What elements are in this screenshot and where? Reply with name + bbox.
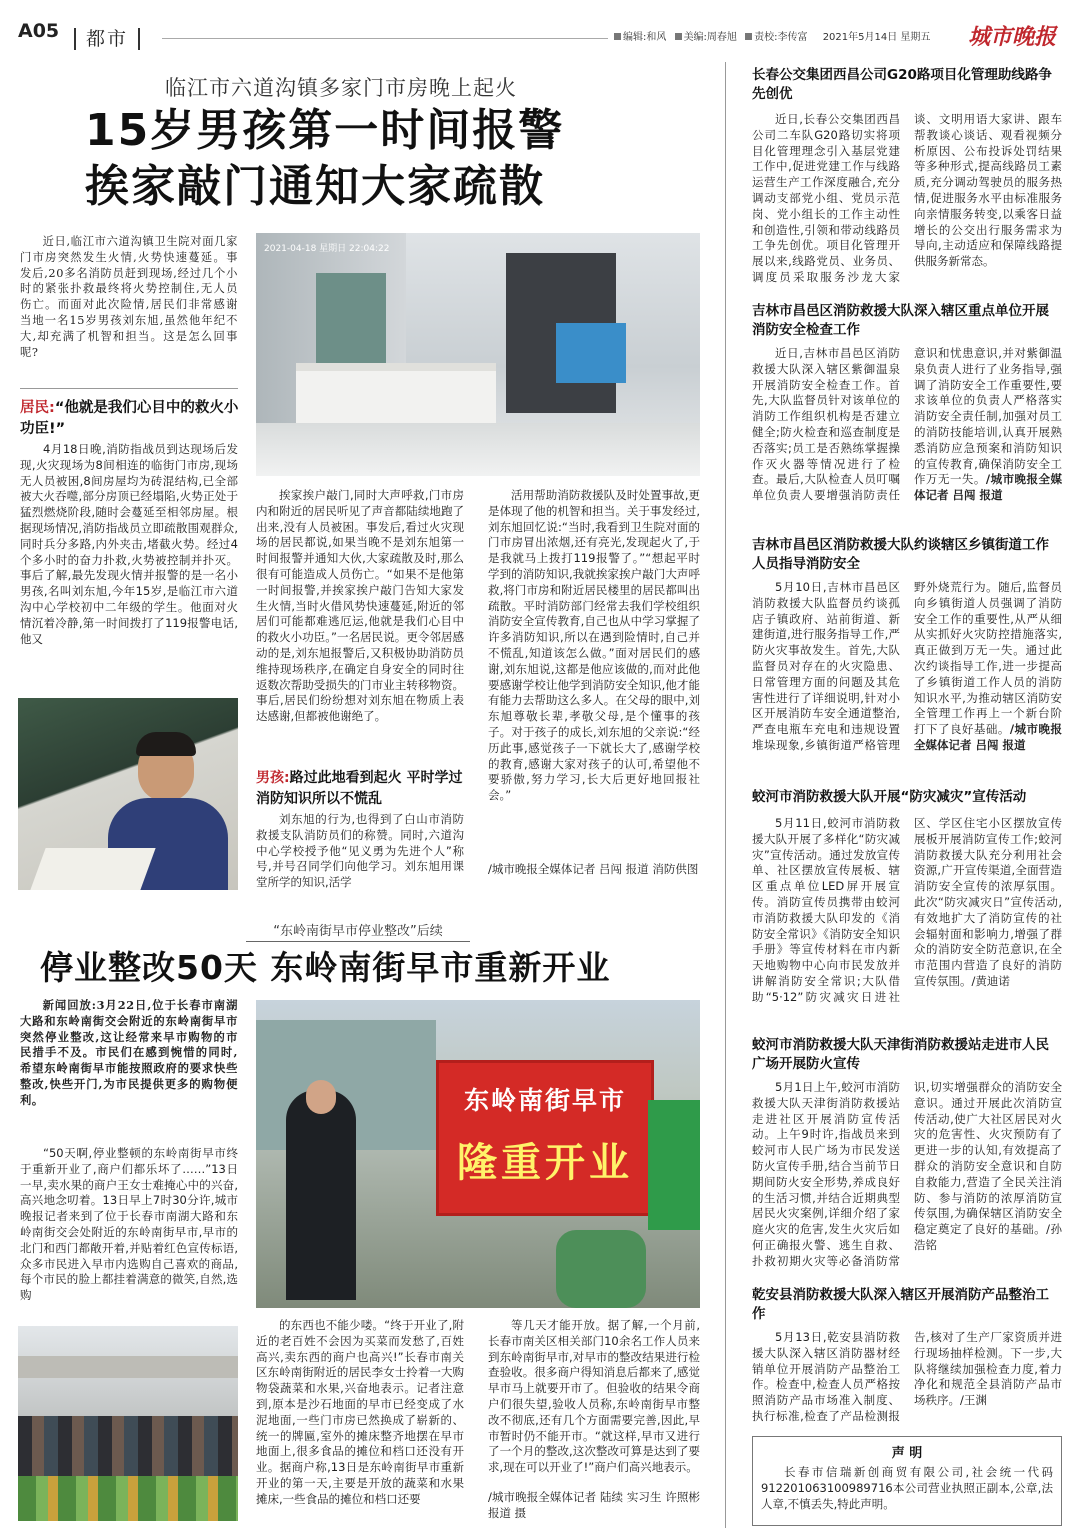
story1-lead bbox=[20, 234, 238, 376]
story1-col2b-text: 刘东旭的行为,也得到了白山市消防救援支队消防员们的称赞。同时,六道沟中心学校授予他“见义勇为先进个人”称号,并号召同学们向他学习。刘东旭用课堂所学的知识,活学 bbox=[256, 812, 464, 890]
market-sign-banner bbox=[436, 1060, 654, 1216]
section-label bbox=[74, 28, 140, 50]
credit-square-icon bbox=[614, 33, 621, 40]
brief1-text-body: 近日,长春公交集团西昌公司二车队G20路切实将项目化管理理念引入基层党建工作中,促进党建工作与线路运营生产工作深度融合,充分调动支部党小组、党员示范岗、党小组长的工作主动性和创造性,引领和带动线路员工争先创优。项目化管理开展以来,线路党员、业务员、调度员采取服务沙龙大家谈、文明用语大家讲、跟车帮教谈心谈话、观看视频分析原因、公布投诉处罚结果等多种形式,提高线路员工素质,充分调动驾驶员的服务热情,促进服务水平由标准服务向亲情服务转变,以乘客日益增长的公交出行服务需求为导向,主动适应和保障线路提供服务新常态。 bbox=[752, 112, 1062, 284]
brief6-byline: /王渊 bbox=[960, 1393, 987, 1408]
header-rule bbox=[162, 38, 608, 39]
brief2-text bbox=[752, 346, 1062, 524]
cctv-photo bbox=[256, 233, 700, 476]
brief2-title: 吉林市昌邑区消防救援大队深入辖区重点单位开展消防安全检查工作 bbox=[752, 303, 1049, 338]
photo-door bbox=[316, 273, 386, 363]
brief5-title: 蛟河市消防救援大队天津街消防救援站走进市人民广场开展防火宣传 bbox=[752, 1037, 1049, 1072]
brief3-byline: /城市晚报全媒体记者 吕闯 报道 bbox=[914, 722, 1062, 752]
story1-col2b bbox=[256, 812, 464, 892]
story2-col1-text: “50天啊,停业整顿的东岭南街早市终于重新开业了,商户们都乐坏了……”13日一早,卖水果的商户王女士难掩心中的兴奋,高兴地念叨着。13日早上7时30分许,城市晚报记者来到了位于长春市南湖大路和东岭南街交会处附近的东岭南街早市,早市的北门和西门都敞开着,并贴着红色宣传标语,众多市民进入早市内选购自己喜欢的商品,每个市民的脸上都挂着满意的微笑,自然,选购 bbox=[20, 1146, 238, 1303]
story1-lead-rule bbox=[20, 388, 238, 389]
story1-title-line2: 挨家敲门通知大家疏散 bbox=[85, 161, 545, 212]
brief2-byline: /城市晚报全媒体记者 吕闯 报道 bbox=[914, 472, 1062, 503]
story1-subhead-boy bbox=[256, 768, 470, 810]
photo-floor bbox=[256, 423, 700, 476]
photo-roof bbox=[18, 1356, 238, 1378]
boy-photo bbox=[18, 698, 238, 890]
page-number: A05 bbox=[18, 20, 60, 42]
right-column-divider bbox=[725, 62, 726, 1528]
header-date: 2021年5月14日 星期五 bbox=[822, 32, 931, 43]
notice-title: 声 明 bbox=[891, 1446, 923, 1461]
brief5-byline: /孙浩铭 bbox=[914, 1222, 1062, 1252]
story2-col1 bbox=[20, 1146, 238, 1322]
story1-col1-text: 4月18日晚,消防指战员到达现场后发现,火灾现场为8间相连的临街门市房,现场无人员被困,8间房屋均为砖混结构,已全部被大火吞噬,部分房顶已经塌陷,火势正处于猛烈燃烧阶段,随时会蔓延至相邻房屋。根据现场情况,消防指战员立即疏散围观群众,同时兵分多路,内外夹击,堵截火势。经过4个多小时的奋力扑救,火势被控制并扑灭。事后了解,最先发现火情并报警的是一名小男孩,名叫刘东旭,今年15岁,是临江市六道沟中心学校初中二年级的学生。他面对火情沉着冷静,第一时间拨打了119报警电话,他又 bbox=[20, 442, 238, 646]
market-crowd-photo bbox=[18, 1326, 238, 1521]
subhead-label: 居民: bbox=[20, 400, 55, 416]
brief3-title: 吉林市昌邑区消防救援大队约谈辖区乡镇街道工作人员指导消防安全 bbox=[752, 537, 1049, 572]
photo-green-banner bbox=[648, 1100, 700, 1230]
brief6-title: 乾安县消防救援大队深入辖区开展消防产品整治工作 bbox=[752, 1287, 1049, 1322]
brief6-text bbox=[752, 1330, 1062, 1428]
story2-kicker-text: “东岭南街早市停业整改”后续 bbox=[273, 924, 443, 939]
market-photo bbox=[256, 1000, 700, 1308]
story2-byline: /城市晚报全媒体记者 陆续 实习生 许照彬 报道 摄 bbox=[488, 1490, 700, 1520]
story1-title-line1: 15岁男孩第一时间报警 bbox=[85, 105, 565, 156]
story2-lead bbox=[20, 998, 238, 1128]
photo-boy-hair bbox=[136, 732, 196, 756]
photo-person-coat bbox=[286, 1090, 356, 1300]
notice-text-body: 长春市信瑞新创商贸有限公司,社会统一代码912201063100989716本公司营业执照正副本,公章,法人章,不慎丢失,特此声明。 bbox=[761, 1465, 1053, 1511]
story1-lead-text: 近日,临江市六道沟镇卫生院对面几家门市房突然发生火情,火势快速蔓延。事发后,20多名消防员赶到现场,经过几个小时的紧张扑救最终将火势控制住,无人员伤亡。而面对此次险情,居民们非常感谢当地一名15岁男孩刘东旭,虽然他年纪不大,却充满了机智和担当。这是怎么回事呢? bbox=[20, 235, 238, 359]
header-credits bbox=[614, 28, 930, 43]
credit-designer: 美编:周春旭 bbox=[683, 32, 737, 43]
brief4-byline: /黄迪诺 bbox=[971, 973, 1010, 988]
notice-box bbox=[752, 1436, 1062, 1526]
story1-kicker: 临江市六道沟镇多家门市房晚上起火 bbox=[165, 76, 517, 100]
story2-kicker bbox=[246, 920, 470, 942]
credit-square-icon bbox=[745, 33, 752, 40]
photo-poster bbox=[556, 323, 626, 383]
photo-vegetables bbox=[18, 1476, 238, 1521]
brief4-text-body: 5月11日,蛟河市消防救援大队开展了多样化“防灾减灾”宣传活动。通过发放宣传单、社区摆放宣传展板、辖区重点单位LED屏开展宣传。消防宣传员携带由蛟河市消防救援大队印发的《消防安全常识》《消防安全知识手册》等宣传材料在市内新天地购物中心向市民发放并讲解消防安全常识;大队借助“5·12”防灾减灾日进社区、学区住宅小区摆放宣传展板开展消防宣传工作;蛟河消防救援大队充分利用社会资源,广开宣传渠道,全面营造消防安全宣传的浓厚氛围。此次“防灾减灾日”宣传活动,有效地扩大了消防宣传的社会辐射面和影响力,增强了群众的消防安全防范意识,在全市范围内营造了良好的消防宣传氛围。/黄迪诺 bbox=[752, 816, 1062, 1004]
market-sign-line1: 东岭南街早市 bbox=[463, 1086, 626, 1115]
cctv-timestamp: 2021-04-18 星期日 22:04:22 bbox=[264, 244, 390, 254]
brief1-text bbox=[752, 112, 1062, 296]
story2-col2-text: 的东西也不能少喽。“终于开业了,附近的老百姓不会因为买菜而发愁了,百姓高兴,卖东西的商户也高兴!”长春市南关区东岭南街附近的居民李女士拎着一大购物袋蔬菜和水果,兴奋地表示。记者注意到,原本是沙石地面的早市已经变成了水泥地面,一些门市房已然换成了崭新的、统一的牌匾,室外的摊床整齐地摆在早市地面上,很多食品的摊位和档口还没有开业。据商户称,13日是东岭南街早市重新开业的第一天,主要是开放的蔬菜和水果摊床,一些食品的摊位和档口还要 bbox=[256, 1318, 464, 1506]
newspaper-logo: 城市晚报 bbox=[968, 24, 1057, 50]
brief4-title: 蛟河市消防救援大队开展“防灾减灾”宣传活动 bbox=[752, 789, 1027, 805]
brief2-text-body: 近日,吉林市昌邑区消防救援大队深入辖区紫御温泉开展消防安全检查工作。首先,大队监督员针对该单位的消防工作组织机构是否建立健全;防火检查和巡查制度是否落实;员工是否熟练掌握操作灭火器等情况进行了检查。最后,大队检查人员叮嘱单位负责人要增强消防责任意识和忧患意识,并对紫御温泉负责人进行了业务指导,强调了消防安全工作重要性,要求该单位的负责人严格落实消防安全责任制,加强对员工的消防技能培训,认真开展熟悉消防应急预案和消防知识的宣传教育,确保消防安全工作万无一失。/城市晚报全媒体记者 吕闯 报道 bbox=[752, 346, 1062, 503]
story2-lead-text: 新闻回放:3月22日,位于长春市南湖大路和东岭南街交会附近的东岭南街早市突然停业整改,这让经常来早市购物的市民措手不及。市民们在感到惋惜的同时,希望东岭南街早市能按照政府的要求快些整改,快些开门,为市民提供更多的购物便利。 bbox=[20, 998, 238, 1107]
story1-col2 bbox=[256, 488, 464, 764]
notice-text bbox=[761, 1465, 1053, 1512]
credit-editor: 编辑:和风 bbox=[623, 32, 667, 43]
subhead-text: “他就是我们心目中的救火小功臣!” bbox=[20, 400, 239, 437]
story1-byline: /城市晚报全媒体记者 吕闯 报道 消防供图 bbox=[488, 862, 699, 876]
credit-proofreader: 责校:李传富 bbox=[754, 32, 808, 43]
brief3-text-body: 5月10日,吉林市昌邑区消防救援大队监督员约谈孤店子镇政府、站前街道、新建街道,进行服务指导工作,严防火灾事故发生。首先,大队监督员对存在的火灾隐患、日常管理方面的问题及其危害性进行了详细说明,针对小区开展消防车安全通道整治,严查电瓶车充电和违规设置堆垛现象,乡镇街道严格管理野外烧荒行为。随后,监督员向乡镇街道人员强调了消防安全工作的重要性,从严从细从实抓好火灾防控措施落实,真正做到万无一失。通过此次约谈指导工作,进一步提高了乡镇街道工作人员的消防知识水平,为推动辖区消防安全管理工作再上一个新台阶打下了良好基础。/城市晚报全媒体记者 吕闯 报道 bbox=[752, 580, 1062, 752]
story1-col3-text: 活用帮助消防救援队及时处置事故,更是体现了他的机智和担当。关于事发经过,刘东旭回忆说:“当时,我看到卫生院对面的门市房冒出浓烟,还有亮光,发现起火了,于是我就马上拨打119报警了。”“想起平时学到的消防知识,我就挨家挨户敲门大声呼救,将门市房和附近居民楼里的居民都叫出疏散。平时消防部门经常去我们学校组织消防安全宣传教育,自己也从中学习掌握了许多消防知识,所以在遇到险情时,自己并不慌乱,知道该怎么做。”面对居民们的感谢,刘东旭说,这都是他应该做的,而对此他要感谢学校让他学到消防安全知识,他才能有能力去帮助这么多人。在父母的眼中,刘东旭尊敬长辈,孝敬父母,是个懂事的孩子。对于孩子的成长,刘东旭的父亲说:“经历此事,感觉孩子一下就长大了,感谢学校的教育,感谢大家对孩子的认可,希望他不要骄傲,努力学习,长大后更好地回报社会。” bbox=[488, 488, 700, 803]
market-sign-line2: 隆重开业 bbox=[457, 1140, 633, 1186]
story1-col3 bbox=[488, 488, 700, 860]
story1-subhead-resident bbox=[20, 398, 240, 440]
photo-person-face bbox=[306, 1080, 336, 1114]
subhead-text: 路过此地看到起火 平时学过消防知识所以不慌乱 bbox=[256, 770, 463, 807]
photo-book bbox=[30, 848, 155, 890]
story2-col3 bbox=[488, 1318, 700, 1490]
brief5-text-body: 5月1日上午,蛟河市消防救援大队天津街消防救援站走进社区开展消防宣传活动。上午9时许,指战员来到蛟河市人民广场为市民发送防火宣传手册,结合当前节日期间防火安全形势,养成良好的生活习惯,并结合近期典型居民火灾案例,详细介绍了家庭火灾的危害,发生火灾后如何正确报火警、逃生自救、扑救初期火灾等必备消防常识,切实增强群众的消防安全意识。通过开展此次消防宣传活动,使广大社区居民对火灾的危害性、火灾预防有了更进一步的认知,有效提高了群众的消防安全意识和自防自救能力,营造了全民关注消防、参与消防的浓厚消防宣传氛围,为确保辖区消防安全稳定奠定了良好的基础。/孙浩铭 bbox=[752, 1080, 1062, 1268]
brief4-text bbox=[752, 816, 1062, 1026]
story2-col3-text: 等几天才能开放。据了解,一个月前,长春市南关区相关部门10余名工作人员来到东岭南街早市,对早市的整改结果进行检查验收。很多商户得知消息后都来了,感觉早市马上就要开市了。但验收的结果令商户们很失望,验收人员称,东岭南街早市整改不彻底,还有几个方面需要完善,因此,早市暂时仍不能开市。“就这样,早市又进行了一个月的整改,这次整改可算是达到了要求,现在可以开业了!”商户们高兴地表示。 bbox=[488, 1318, 700, 1475]
brief1-title: 长春公交集团西昌公司G20路项目化管理助线路争先创优 bbox=[752, 67, 1052, 102]
brief5-text bbox=[752, 1080, 1062, 1276]
story2-col2 bbox=[256, 1318, 464, 1522]
photo-counter bbox=[296, 363, 496, 431]
story1-col2-text: 挨家挨户敲门,同时大声呼救,门市房内和附近的居民听见了声音都陆续地跑了出来,没有人员被困。事发后,看过火灾现场的居民都说,如果当晚不是刘东旭第一时间报警并通知大伙,大家疏散及时,那么很有可能造成人员伤亡。“如果不是他第一时间报警,并挨家挨户敲门告知大家发生火情,当时火借风势快速蔓延,附近的邻居们可能都难逃厄运,他就是我们心目中的救火小功臣。”一名居民说。更令邻居感动的是,刘东旭报警后,又积极协助消防员维持现场秩序,在确定自身安全的同时往返数次帮助受损失的门市业主转移物资。事后,居民们纷纷想对刘东旭在物质上表达感谢,但都被他谢绝了。 bbox=[256, 488, 464, 724]
brief6-text-body: 5月13日,乾安县消防救援大队深入辖区消防器材经销单位开展消防产品整治工作。检查中,检查人员严格按照消防产品市场准入制度、执行标准,检查了产品检测报告,核对了生产厂家资质并进行现场抽样检测。下一步,大队将继续加强检查力度,着力净化和规范全县消防产品市场秩序。/王渊 bbox=[752, 1330, 1062, 1423]
story1-col1 bbox=[20, 442, 238, 696]
photo-scooter bbox=[556, 1230, 646, 1308]
brief3-text bbox=[752, 580, 1062, 774]
credit-square-icon bbox=[675, 33, 682, 40]
story2-title: 停业整改50天 东岭南街早市重新开业 bbox=[40, 948, 611, 987]
subhead-label: 男孩: bbox=[256, 770, 290, 786]
section-label-text: 都市 bbox=[86, 28, 129, 50]
